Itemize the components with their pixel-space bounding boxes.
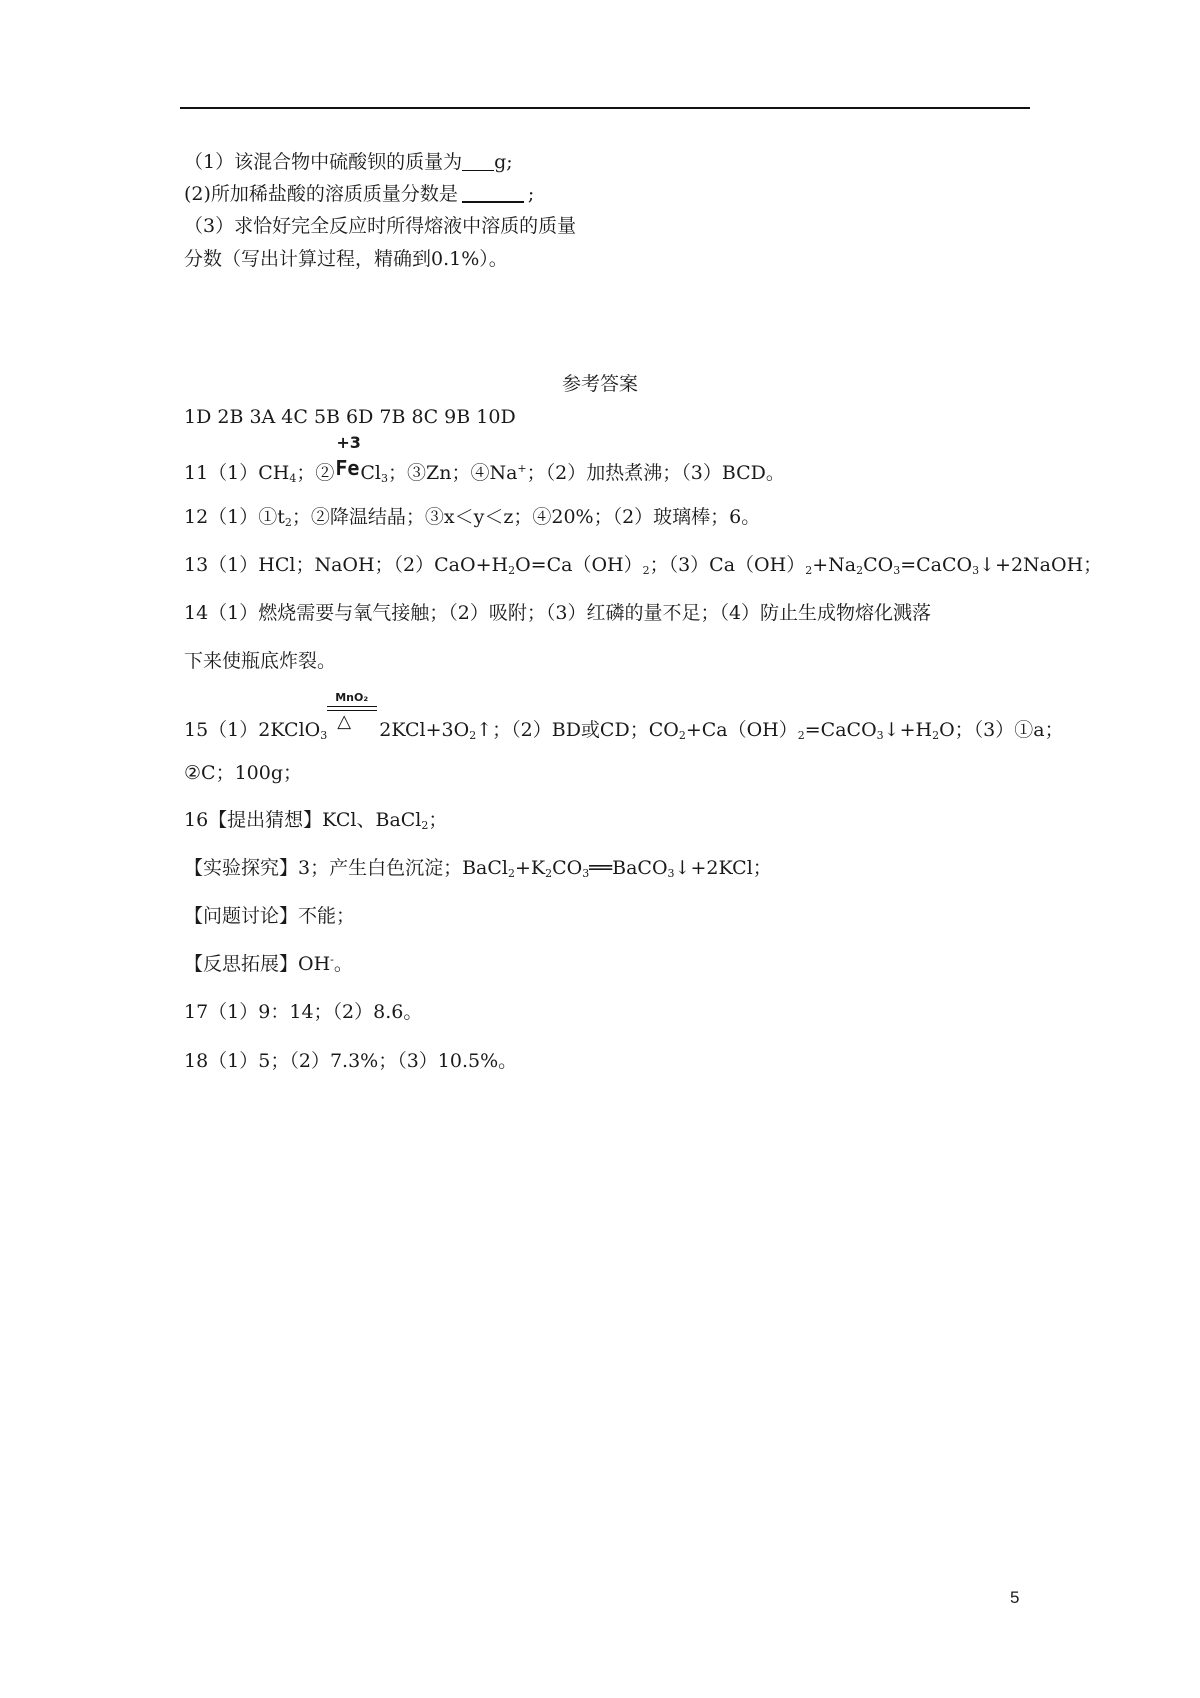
answer-multiple-choice: 1D 2B 3A 4C 5B 6D 7B 8C 9B 10D — [184, 406, 516, 428]
answers-title: 参考答案 — [561, 373, 638, 395]
answer-17: 17（1）9：14；（2）8.6。 — [184, 1001, 423, 1023]
answer-blank — [462, 183, 524, 203]
answer-13: 13（1）HCl；NaOH；$(2)CaO+H_2O=Ca(OH)_2$；$(3)Ca(OH)_2+Na_2CO_3=CaCO_3↓+2NaOH$； — [184, 554, 1103, 577]
question-part-1 — [184, 150, 513, 174]
answer-14-continued: 下来使瓶底炸裂。 — [184, 650, 337, 672]
question-text: （1）该混合物中硫酸钡的质量为 — [184, 151, 463, 173]
question-part-3: （3）求恰好完全反应时所得熔液中溶质的质量 — [184, 215, 577, 237]
answer-16-hypothesis: 16【提出猜想】KCl、BaCl$_2$； — [184, 809, 448, 832]
answer-11: $11(1)CH_4$；② +3 Fe $Cl_3$；③Zn；④Na+；（2）加热煮沸；（3）BCD。 — [184, 433, 785, 485]
answer-16-discussion: 【问题讨论】不能； — [184, 905, 356, 927]
answer-15: 15（1）2KClO$_3$ MnO₂ △ $2KCl+3O_2↑$；（2）BD或CD；$CO_2+Ca(OH)_2=CaCO_3↓+H_2O$；（3）①a； — [184, 691, 1064, 742]
question-part-2 — [184, 182, 534, 206]
answer-15-continued: ②C；100g； — [184, 762, 302, 784]
question-text: (2)所加稀盐酸的溶质质量分数是 — [184, 183, 458, 205]
question-text: ; — [527, 183, 535, 205]
answer-12: $12(1)①t_2$；②降温结晶；③x＜y＜z；④20%；（2）玻璃棒；6。 — [184, 506, 761, 529]
question-text: g; — [494, 151, 513, 173]
answer-18: 18（1）5；（2）7.3%；（3）10.5%。 — [184, 1050, 518, 1072]
answer-blank — [462, 152, 494, 171]
answer-16-experiment: 【实验探究】3；产生白色沉淀；$BaCl_2+K_2CO_3══BaCO_3↓+2KCl$； — [184, 857, 772, 880]
page-number: 5 — [1010, 1588, 1020, 1607]
valence-notation: +3 Fe — [335, 433, 361, 480]
answer-16-reflection: 【反思拓展】OH-。 — [184, 953, 353, 975]
answer-14: 14（1）燃烧需要与氧气接触；（2）吸附；（3）红磷的量不足；（4）防止生成物熔化溅落 — [184, 602, 932, 624]
question-part-3-continued: 分数（写出计算过程，精确到0.1%）。 — [184, 248, 508, 270]
header-rule — [180, 107, 1030, 109]
reaction-condition: MnO₂ △ — [327, 712, 379, 736]
